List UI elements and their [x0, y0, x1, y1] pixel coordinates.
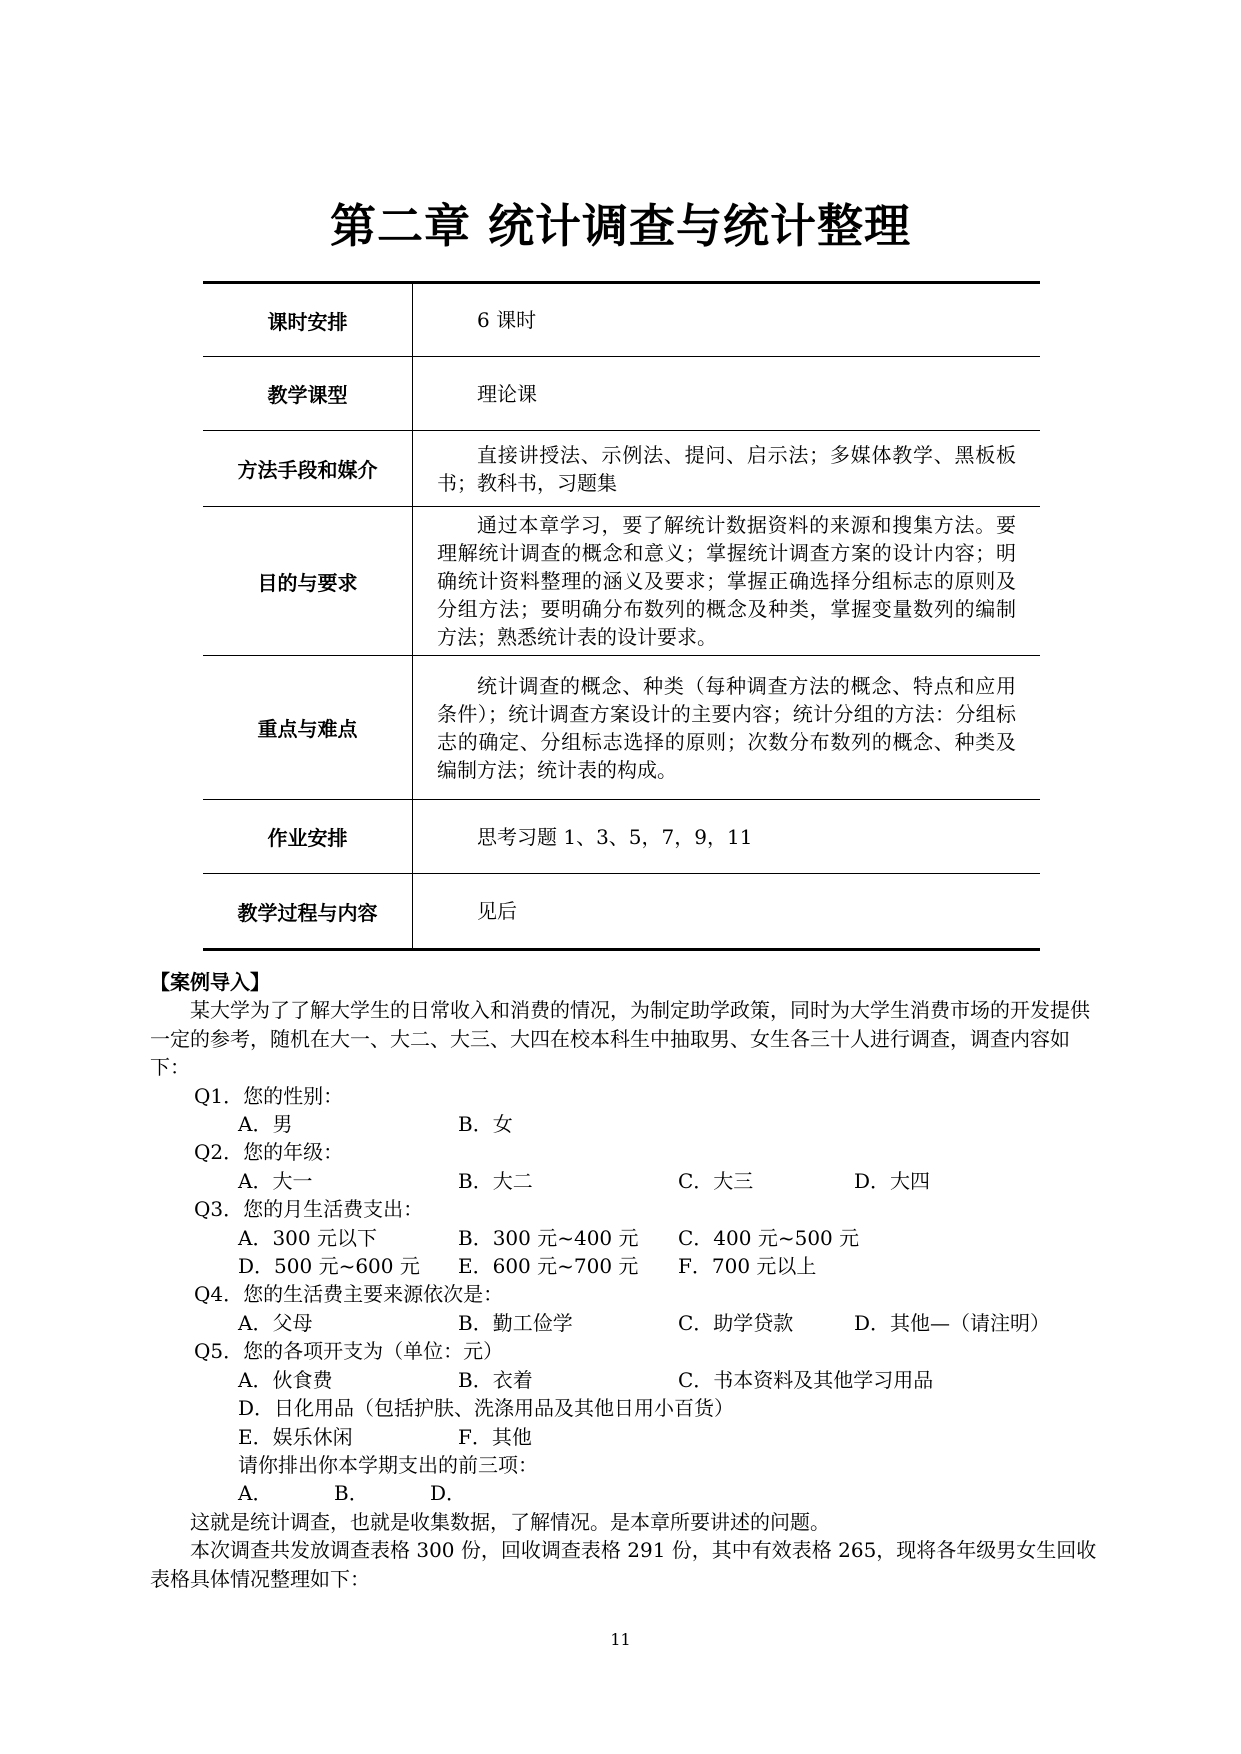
option: A．大一 [238, 1168, 313, 1193]
option: D．大四 [854, 1168, 931, 1193]
option: B．勤工俭学 [458, 1310, 573, 1335]
row-label: 教学课型 [203, 357, 413, 431]
page-number: 11 [610, 1630, 631, 1649]
option: C．400 元~500 元 [678, 1225, 860, 1250]
option: A．父母 [238, 1310, 313, 1335]
question-3: Q3．您的月生活费支出： [194, 1197, 424, 1222]
row-value: 统计调查的概念、种类（每种调查方法的概念、特点和应用条件）；统计调查方案设计的主要内容；统计分组的方法：分组标志的确定、分组标志选择的原则；次数分布数列的概念、种类及编制方法；统计表的构成。 [413, 656, 1041, 800]
row-value: 见后 [477, 899, 517, 923]
row-value: 直接讲授法、示例法、提问、启示法；多媒体教学、黑板板书；教科书，习题集 [413, 431, 1041, 507]
row-label: 课时安排 [203, 283, 413, 357]
option: A． [238, 1481, 273, 1506]
option: B．大二 [458, 1168, 533, 1193]
question-3-options-row1 [150, 1224, 1100, 1252]
row-label: 方法手段和媒介 [203, 431, 413, 507]
question-1: Q1．您的性别： [194, 1083, 344, 1108]
row-label: 目的与要求 [203, 507, 413, 656]
option: A．男 [238, 1112, 293, 1137]
case-intro: 某大学为了了解大学生的日常收入和消费的情况，为制定助学政策，同时为大学生消费市场的开发提供一定的参考，随机在大一、大二、大三、大四在校本科生中抽取男、女生各三十人进行调查，调查内容如下： [150, 998, 1090, 1080]
rank-options [150, 1479, 1100, 1507]
rank-prompt: 请你排出你本学期支出的前三项： [238, 1452, 538, 1477]
question-5-options-row3 [150, 1423, 1100, 1451]
question-2: Q2．您的年级： [194, 1140, 344, 1165]
table-row [203, 357, 1040, 431]
option: F．其他 [458, 1424, 532, 1449]
option: B．女 [458, 1112, 513, 1137]
row-label: 重点与难点 [203, 656, 413, 800]
row-value: 理论课 [413, 357, 1041, 431]
table-row [203, 431, 1040, 507]
question-1-options [150, 1110, 1100, 1138]
question-5-options-row1 [150, 1366, 1100, 1394]
row-value: 思考习题 1、3、5，7，9，11 [413, 800, 1041, 874]
question-5: Q5．您的各项开支为（单位：元） [194, 1339, 504, 1364]
option: D．500 元~600 元 [238, 1254, 420, 1279]
option: B．衣着 [458, 1367, 533, 1392]
option: D．其他—（请注明） [854, 1310, 1051, 1335]
paragraph: 这就是统计调查，也就是收集数据，了解情况。是本章所要讲述的问题。 [190, 1509, 830, 1534]
option: D． [430, 1481, 467, 1506]
table-row [203, 507, 1040, 656]
question-2-options [150, 1167, 1100, 1195]
row-value: 通过本章学习，要了解统计数据资料的来源和搜集方法。要理解统计调查的概念和意义；掌握统计调查方案的设计内容；明确统计资料整理的涵义及要求；掌握正确选择分组标志的原则及分组方法；要明确分布数列的概念及种类，掌握变量数列的编制方法；熟悉统计表的设计要求。 [413, 507, 1041, 656]
section-heading: 【案例导入】 [150, 970, 270, 994]
option: F．700 元以上 [678, 1254, 817, 1279]
table-row [203, 283, 1040, 357]
chapter-title: 第二章 统计调查与统计整理 [329, 199, 911, 253]
row-label: 作业安排 [203, 800, 413, 874]
option: C．助学贷款 [678, 1310, 794, 1335]
option: B．300 元~400 元 [458, 1225, 639, 1250]
paragraph: 本次调查共发放调查表格 300 份，回收调查表格 291 份，其中有效表格 265，现将各年级男女生回收表格具体情况整理如下： [150, 1538, 1097, 1591]
question-4: Q4．您的生活费主要来源依次是： [194, 1282, 504, 1307]
option: A．伙食费 [238, 1367, 333, 1392]
option: E．娱乐休闲 [238, 1424, 353, 1449]
option: B． [334, 1481, 369, 1506]
table-row [203, 656, 1040, 800]
option: E．600 元~700 元 [458, 1254, 639, 1279]
question-4-options [150, 1309, 1100, 1337]
row-label: 教学过程与内容 [203, 874, 413, 950]
table-row [203, 800, 1040, 874]
question-5-option-d: D．日化用品（包括护肤、洗涤用品及其他日用小百货） [238, 1396, 735, 1421]
row-value: 6 课时 [413, 283, 1041, 357]
case-section [150, 968, 1100, 1593]
option: C．书本资料及其他学习用品 [678, 1367, 934, 1392]
table-row [203, 874, 1040, 950]
course-info-table [203, 281, 1040, 951]
question-3-options-row2 [150, 1252, 1100, 1280]
option: A．300 元以下 [238, 1225, 377, 1250]
option: C．大三 [678, 1168, 754, 1193]
